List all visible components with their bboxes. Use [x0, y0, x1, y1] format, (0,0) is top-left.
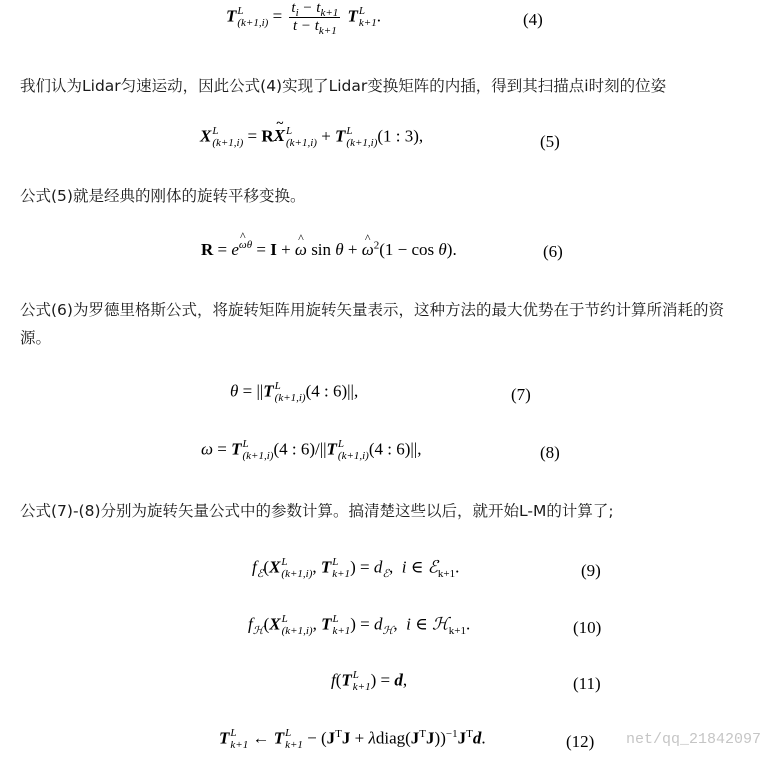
equation-12-number: (12) — [566, 732, 595, 751]
equation-8-expression: ω = T L (k+1,i) (4 : 6)/||T L (k+1,i) (4 : 6)||, — [201, 438, 422, 462]
paragraph-3: 公式(6)为罗德里格斯公式，将旋转矩阵用旋转矢量表示，这种方法的最大优势在于节约计算所消耗的资源。 — [20, 301, 724, 347]
equation-10 — [0, 612, 771, 648]
equation-7-expression: θ = ||T L (k+1,i) (4 : 6)||, — [230, 380, 359, 404]
equation-4-number: (4) — [523, 10, 543, 29]
equation-8 — [0, 437, 771, 473]
equation-6-number: (6) — [543, 242, 563, 261]
paragraph-1: 我们认为Lidar匀速运动，因此公式(4)实现了Lidar变换矩阵的内插，得到其扫描点i时刻的位姿 — [20, 77, 667, 95]
paragraph-2: 公式(5)就是经典的刚体的旋转平移变换。 — [20, 187, 306, 205]
equation-5-expression: X L (k+1,i) = RX ~ L (k+1,i) + T L (k+1,i) (1 : 3), — [200, 126, 423, 149]
equation-4 — [0, 0, 771, 36]
equation-7 — [0, 379, 771, 415]
equation-6 — [0, 236, 771, 272]
watermark: net/qq_21842097 — [625, 731, 761, 748]
equation-5 — [0, 124, 771, 160]
equation-11-number: (11) — [573, 674, 601, 693]
equation-9-expression: $f_ℰ(X$ L (k+1,i) , T L k+1 ) = $d_ℰ$, i ∈ ℰ$_{k+1}$. — [252, 556, 460, 580]
equation-8-number: (8) — [540, 443, 560, 462]
equation-12-expression: T L k+1 ← T L k+1 − ($J^TJ$ + $\lambda diag(J^TJ))^{-1}J^Td$. — [219, 727, 486, 751]
equation-9-number: (9) — [581, 561, 601, 580]
paragraph-4: 公式(7)-(8)分别为旋转矢量公式中的参数计算。搞清楚这些以后，就开始L-M的计算了; — [20, 502, 614, 520]
equation-7-number: (7) — [511, 385, 531, 404]
equation-11-expression: f(T L k+1 ) = d, — [331, 669, 408, 693]
equation-5-number: (5) — [540, 132, 560, 151]
equation-6-expression: $R = e^{\omega\theta} = I + \omega$ ^ sin θ + ω ^$^2$(1 − cos θ). — [201, 240, 457, 260]
equation-11 — [0, 668, 771, 704]
equation-10-number: (10) — [573, 618, 602, 637]
equation-4-expression: T L (k+1,i) = $\frac{t_i - t_{k+1}}{t - t_{k+1}}$ T L k+1 . — [226, 0, 381, 37]
equation-10-expression: $f_ℋ(X$ L (k+1,i) , T L k+1 ) = $d_ℋ$, i ∈ ℋ$_{k+1}$. — [248, 613, 471, 637]
equation-9 — [0, 555, 771, 591]
